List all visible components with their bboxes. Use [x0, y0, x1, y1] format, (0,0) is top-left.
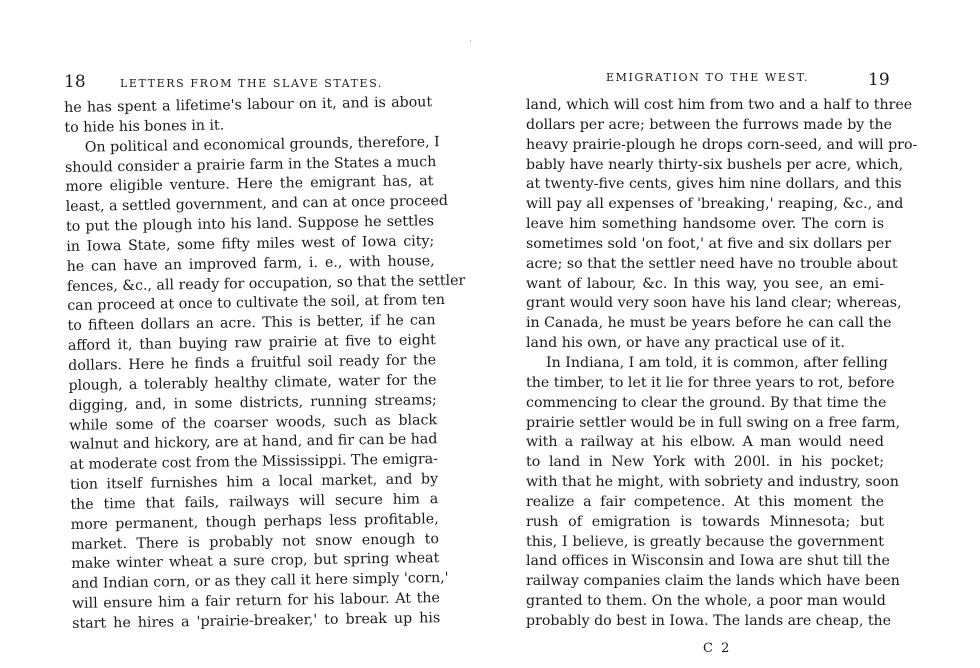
text-line: On political and economical grounds, therefore, I [84, 133, 440, 156]
text-line: dollars. Here he finds a fruitful soil ready for the [68, 352, 437, 374]
text-line: heavy prairie-plough he drops corn-seed, and will pro- [526, 136, 918, 153]
text-line: more eligible venture. Here the emigrant has, at [65, 173, 434, 196]
text-line: to hide his bones in it. [64, 117, 225, 136]
text-line: he has spent a lifetime's labour on it, and is about [64, 94, 433, 116]
text-line: bably have nearly thirty-six bushels per acre, which, [526, 156, 904, 173]
text-line: while some of the coarser woods, such as black [69, 411, 438, 434]
text-line: at twenty-five cents, gives him nine dollars, and this [526, 176, 902, 193]
text-line: leave him something handsome over. The corn is [526, 216, 884, 233]
text-line: market. There is probably not snow enough to [70, 530, 440, 553]
text-line: in Canada, he must be years before he can call the [526, 315, 892, 332]
text-line: digging, and, in some districts, running streams; [68, 391, 437, 414]
text-line: the timber, to let it lie for three years to rot, before [526, 374, 895, 391]
text-line: the time that fails, railways will secure him a [70, 491, 439, 513]
page-number: 19 [868, 70, 890, 90]
text-line: realize a fair competence. At this moment the [526, 493, 884, 510]
text-line: plough, a tolerably healthy climate, water for the [68, 371, 437, 394]
text-line: grant would very soon have his land clear; whereas, [526, 295, 902, 312]
text-line: dollars per acre; between the furrows made by the [526, 116, 893, 133]
running-head: EMIGRATION TO THE WEST. [606, 71, 810, 84]
text-line: railway companies claim the lands which have been [526, 573, 900, 590]
text-line: land, which will cost him from two and a half to three [526, 97, 913, 113]
signature-mark: C 2 [703, 641, 732, 656]
text-line: want of labour, &c. In this way, you see, an emi- [526, 275, 884, 292]
text-line: fences, &c., all ready for occupation, so that the settler [66, 272, 466, 295]
text-line: sometimes sold 'on foot,' at five and six dollars per [526, 235, 892, 252]
text-line: at moderate cost from the Mississippi. The emigra- [69, 451, 439, 474]
text-line: land offices in Wisconsin and Iowa are shut till the [526, 553, 890, 570]
text-line: to land in New York with 200l. in his pocket; [526, 454, 884, 471]
text-line: least, a settled government, and can at once proceed [65, 193, 449, 216]
text-line: acre; so that the settler need have no trouble about [526, 255, 898, 272]
text-line: to put the plough into his land. Suppose he settles [65, 213, 435, 236]
body-text [526, 96, 918, 632]
text-line: afford it, than buying raw prairie at five to eight [67, 332, 436, 355]
text-line: granted to them. On the whole, a poor man would [526, 593, 886, 610]
text-line: he can have an improved farm, i. e., with house, [66, 252, 435, 275]
text-line: this, I believe, is greatly because the government [526, 533, 884, 550]
text-line: should consider a prairie farm in the States a much [64, 153, 437, 176]
text-line: rush of emigration is towards Minnesota; but [526, 513, 884, 530]
page-number: 18 [64, 72, 86, 92]
text-line: prairie settler would be in full swing on a free farm, [526, 414, 901, 431]
text-line: In Indiana, I am told, it is common, after felling [546, 354, 888, 371]
right-page [490, 0, 980, 668]
text-line: more permanent, though perhaps less profitable, [70, 510, 439, 533]
text-line: with that he might, with sobriety and industry, soon [526, 474, 899, 491]
text-line: land his own, or have any practical use of it. [526, 335, 845, 352]
text-line: and Indian corn, or as they call it here simply 'corn,' [71, 570, 449, 593]
text-line: will ensure him a fair return for his labour. At the [71, 590, 441, 613]
text-line: with a railway at his elbow. A man would need [526, 434, 884, 451]
text-line: will pay all expenses of 'breaking,' reaping, &c., and [526, 196, 904, 213]
text-line: start he hires a 'prairie-breaker,' to break up his [72, 610, 441, 632]
text-line: commencing to clear the ground. By that time the [526, 394, 887, 411]
running-head: LETTERS FROM THE SLAVE STATES. [120, 77, 384, 90]
text-line: in Iowa State, some fifty miles west of Iowa city; [66, 233, 435, 255]
body-text [64, 93, 466, 634]
text-line: probably do best in Iowa. The lands are cheap, the [526, 612, 892, 629]
text-line: walnut and hickory, are at hand, and fir can be had [69, 431, 438, 454]
text-line: to fifteen dollars an acre. This is better, if he can [67, 312, 436, 335]
text-line: tion itself furnishes him a local market, and by [69, 471, 439, 493]
text-line: make winter wheat a sure crop, but spring wheat [71, 550, 440, 573]
text-line: can proceed at once to cultivate the soil, at from ten [67, 292, 446, 315]
